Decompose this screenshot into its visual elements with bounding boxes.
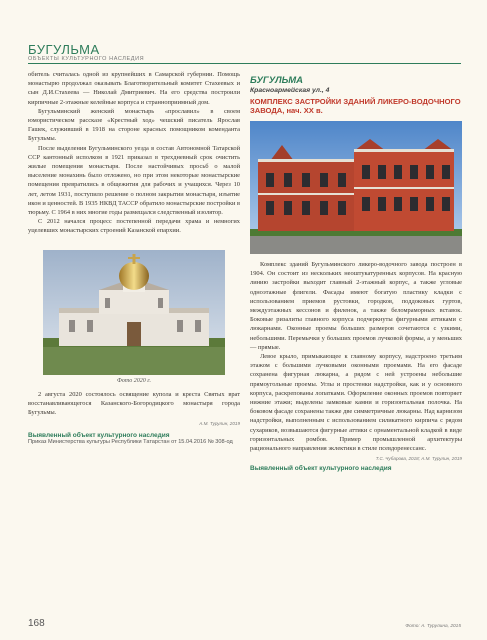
section-subtitle: ОБЪЕКТЫ КУЛЬТУРНОГО НАСЛЕДИЯ <box>28 56 145 62</box>
photo-credit: Фото: А. Турулина, 2015 <box>405 624 461 629</box>
identified-heritage-title: Выявленный объект культурного наследия <box>28 432 170 440</box>
author-credit: Т.С. Чубарова, 2018; А.М. Турулин, 2019 <box>375 456 462 462</box>
left-paragraph: Бугульминский женский монастырь «прославил» в своем юмористическом рассказе «Крестный ход» чешский писатель Ярослав Гашек, служивший в 1918 на стороне красных помощником коменданта Бугульмы. <box>28 107 240 143</box>
section-title: БУГУЛЬМА <box>28 42 100 57</box>
header-divider <box>28 63 461 64</box>
left-column <box>28 70 240 446</box>
photo-caption: Фото 2020 г. <box>117 377 151 384</box>
left-paragraph: С 2012 начался процесс постепенной передачи храма и немногих уцелевших монастырских строений Казанской епархии. <box>28 218 240 235</box>
left-paragraph: обитель считалась одной из крупнейших в Самарской губернии. Помощь монастырю продолжал оказывать Благотворительный комитет Стахеевых и сын Д.И.Стахеева — Николай Дмитриевич. На его средства построили кирпичные 2-этажные келейные корпуса и странноприимный дом. <box>28 71 240 106</box>
monastery-photo <box>43 250 225 375</box>
factory-photo <box>250 121 462 254</box>
author-credit: А.М. Турулин, 2019 <box>199 421 240 427</box>
factory-building-image <box>250 121 462 254</box>
left-paragraph: После выделения Бугульминского уезда в состав Автономной Татарской ССР кантонный исполком в 1921 приказал в трехдневный срок очистить жилые помещения монастыря. После настойчивых просьб о малой выселение монахинь было отложено, но при этом некоторые монастырские помещения превратились в общежития для рабочих и учащихся. Через 10 лет, летом 1931, поступило решение о полном закрытии монастыря, изъятие икон и ценностей. В 1935 НКВД ТАССР обратило монастырские постройки в тюрьму. С 1964 в них многие годы размещался следственный изолятор. <box>28 144 240 217</box>
church-dome-image <box>43 250 225 375</box>
right-paragraph: Левое крыло, примыкающее к главному корпусу, надстроено третьим этажом с большими лучковыми оконными проемами. На его фасаде сохранена фигурная люкарна, а рядом с ней устроены небольшие прямоугольные проемы. Углы и простенки надстройки, как и у основного корпуса, раскрепованы лопатками. Оформление оконных проемов повторяет нижние этажи; выделены замковые камни и горизонтальная полочка. На боковом фасаде сохранены также две симметричные люкарны. Над карнизом надстройки, выполненным с использованием силикатного кирпича с рядом сухариков, возвышаются фигурные аттики с орнаментальной кладкой в виде горизонтальных ромбов. Пример промышленной архитектуры рационального направления эклектики в стиле псевдоренессанс. <box>250 353 462 453</box>
left-after-photo-paragraph: 2 августа 2020 состоялось освящение купола и креста Святых врат восстанавливающегося Казанского-Богородицкого монастыря города Бугульмы. <box>28 390 240 417</box>
right-paragraph: Комплекс зданий Бугульминского ликеро-водочного завода построен в 1904. Он состоит из нескольких неоштукатуренных корпусов. На красную линию застройки выходит главный 2-этажный корпус, а также угловые одноэтажные флигели. Фасады имеют богатую пластику кладки с использованием приемов рустовки, городков, поддоковых гуртов, междуэтажных кессонов и филенок, а также беломраморных вставок. Боковые ризалиты главного корпуса подчеркнуты фигурными аттиками с люкарнами. Оконные проемы больших размеров сочетаются с узкими, небольшими. Перемычки у больших проемов лучковой формы, а у меньших — прямые. <box>250 261 462 351</box>
object-address: Красноармейская ул., 4 <box>250 87 330 94</box>
object-city: БУГУЛЬМА <box>250 75 303 86</box>
right-column <box>250 70 462 472</box>
identified-heritage-title: Выявленный объект культурного наследия <box>250 465 392 473</box>
identified-heritage-order: Приказ Министерства культуры Республики Татарстан от 15.04.2016 № 308-од <box>28 439 233 446</box>
object-title: КОМПЛЕКС ЗАСТРОЙКИ ЗДАНИЙ ЛИКЕРО-ВОДОЧНОГО ЗАВОДА, нач. XX в. <box>250 97 461 115</box>
page-number: 168 <box>28 618 45 629</box>
